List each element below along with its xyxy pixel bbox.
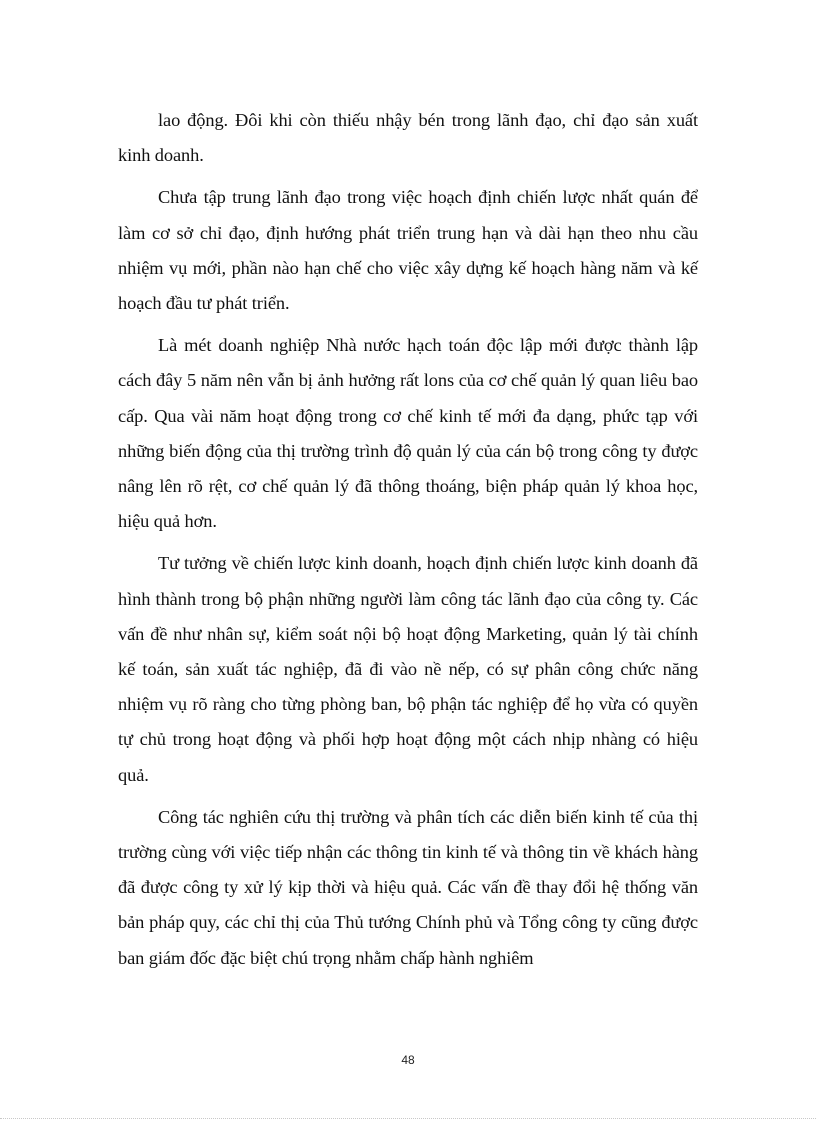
page-bottom-divider <box>0 1118 816 1119</box>
body-text <box>118 103 698 983</box>
paragraph-1: lao động. Đôi khi còn thiếu nhậy bén trong lãnh đạo, chỉ đạo sản xuất kinh doanh. <box>118 110 698 166</box>
page-number: 48 <box>401 1053 415 1067</box>
paragraph-4: Tư tưởng về chiến lược kinh doanh, hoạch định chiến lược kinh doanh đã hình thành trong bộ phận những người làm công tác lãnh đạo của công ty. Các vấn đề như nhân sự, kiểm soát nội bộ hoạt động Marketing, quản lý tài chính kế toán, sản xuất tác nghiệp, đã đi vào nề nếp, có sự phân công chức năng nhiệm vụ rõ ràng cho từng phòng ban, bộ phận tác nghiệp để họ vừa có quyền tự chủ trong hoạt động và phối hợp hoạt động một cách nhịp nhàng có hiệu quả. <box>118 553 698 785</box>
paragraph-3: Là mét doanh nghiệp Nhà nước hạch toán độc lập mới được thành lập cách đây 5 năm nên vẫn bị ảnh hưởng rất lons của cơ chế quản lý quan liêu bao cấp. Qua vài năm hoạt động trong cơ chế kinh tế mới đa dạng, phức tạp với những biến động của thị trường trình độ quản lý của cán bộ trong công ty được nâng lên rõ rệt, cơ chế quản lý đã thông thoáng, biện pháp quản lý khoa học, hiệu quả hơn. <box>118 335 698 532</box>
paragraph-2: Chưa tập trung lãnh đạo trong việc hoạch định chiến lược nhất quán để làm cơ sở chỉ đạo, định hướng phát triển trung hạn và dài hạn theo nhu cầu nhiệm vụ mới, phần nào hạn chế cho việc xây dựng kế hoạch hàng năm và kế hoạch đầu tư phát triển. <box>118 187 698 314</box>
paragraph-5: Công tác nghiên cứu thị trường và phân tích các diễn biến kinh tế của thị trường cùng với việc tiếp nhận các thông tin kinh tế và thông tin về khách hàng đã được công ty xử lý kịp thời và hiệu quả. Các vấn đề thay đổi hệ thống văn bản pháp quy, các chỉ thị của Thủ tướng Chính phủ và Tổng công ty cũng được ban giám đốc đặc biệt chú trọng nhằm chấp hành nghiêm <box>118 806 698 968</box>
